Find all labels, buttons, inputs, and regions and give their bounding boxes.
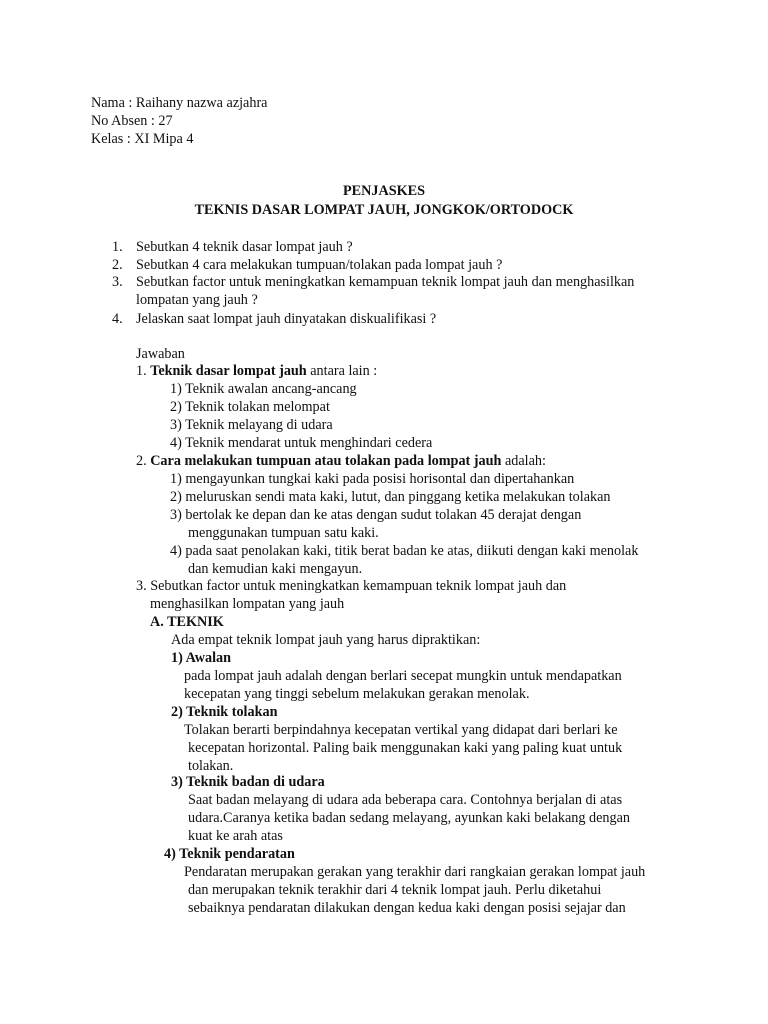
question-text: Sebutkan 4 cara melakukan tumpuan/tolakan pada lompat jauh ? (136, 257, 503, 273)
subsection-awalan-title: 1) Awalan (171, 650, 232, 666)
topic-title: TEKNIS DASAR LOMPAT JAUH, JONGKOK/ORTODOCK (194, 202, 574, 218)
student-name: Nama : Raihany nazwa azjahra (91, 95, 268, 111)
subsection-tolakan-title: 2) Teknik tolakan (171, 704, 278, 720)
answer-2-item-continued: menggunakan tumpuan satu kaki. (188, 525, 379, 541)
answer-3-heading: 3. Sebutkan factor untuk meningkatkan kemampuan teknik lompat jauh dan (136, 578, 567, 594)
subsection-text: kecepatan horizontal. Paling baik menggunakan kaki yang paling kuat untuk (188, 740, 623, 756)
subsection-text: Tolakan berarti berpindahnya kecepatan vertikal yang didapat dari berlari ke (184, 722, 618, 738)
subject-title: PENJASKES (343, 183, 425, 199)
question-text: Sebutkan 4 teknik dasar lompat jauh ? (136, 239, 353, 255)
answer-2-item-continued: dan kemudian kaki mengayun. (188, 561, 363, 577)
question-text: Sebutkan factor untuk meningkatkan kemampuan teknik lompat jauh dan menghasilkan (136, 274, 635, 290)
student-class: Kelas : XI Mipa 4 (91, 131, 194, 147)
answer-1-heading: 1. Teknik dasar lompat jauh antara lain : (136, 363, 378, 379)
subsection-udara-title: 3) Teknik badan di udara (171, 774, 325, 790)
subsection-pendaratan-title: 4) Teknik pendaratan (164, 846, 295, 862)
subsection-text: dan merupakan teknik terakhir dari 4 teknik lompat jauh. Perlu diketahui (188, 882, 602, 898)
subsection-text: udara.Caranya ketika badan sedang melayang, ayunkan kaki belakang dengan (188, 810, 630, 826)
subsection-text: Saat badan melayang di udara ada beberapa cara. Contohnya berjalan di atas (188, 792, 623, 808)
question-text-continued: lompatan yang jauh ? (136, 292, 258, 308)
answer-2-item: 3) bertolak ke depan dan ke atas dengan sudut tolakan 45 derajat dengan (170, 507, 582, 523)
answer-1-item: 1) Teknik awalan ancang-ancang (170, 381, 357, 397)
answer-2-item: 1) mengayunkan tungkai kaki pada posisi horisontal dan dipertahankan (170, 471, 575, 487)
section-teknik-heading: A. TEKNIK (150, 614, 224, 630)
answer-3-heading-continued: menghasilkan lompatan yang jauh (150, 596, 345, 612)
answer-1-item: 3) Teknik melayang di udara (170, 417, 333, 433)
subsection-text: tolakan. (188, 758, 234, 774)
answer-2-heading: 2. Cara melakukan tumpuan atau tolakan pada lompat jauh adalah: (136, 453, 546, 469)
question-number: 2. (112, 257, 123, 273)
student-absen: No Absen : 27 (91, 113, 173, 129)
answer-2-item: 4) pada saat penolakan kaki, titik berat badan ke atas, diikuti dengan kaki menolak (170, 543, 639, 559)
subsection-text: pada lompat jauh adalah dengan berlari secepat mungkin untuk mendapatkan (184, 668, 622, 684)
question-number: 4. (112, 311, 123, 327)
subsection-text: kuat ke arah atas (188, 828, 283, 844)
subsection-text: Pendaratan merupakan gerakan yang terakhir dari rangkaian gerakan lompat jauh (184, 864, 646, 880)
answer-1-item: 4) Teknik mendarat untuk menghindari cedera (170, 435, 433, 451)
answer-2-item: 2) meluruskan sendi mata kaki, lutut, dan pinggang ketika melakukan tolakan (170, 489, 611, 505)
question-number: 3. (112, 274, 123, 290)
subsection-text: sebaiknya pendaratan dilakukan dengan kedua kaki dengan posisi sejajar dan (188, 900, 626, 916)
question-number: 1. (112, 239, 123, 255)
answer-1-item: 2) Teknik tolakan melompat (170, 399, 330, 415)
section-intro: Ada empat teknik lompat jauh yang harus dipraktikan: (171, 632, 481, 648)
subsection-text: kecepatan yang tinggi sebelum melakukan gerakan menolak. (184, 686, 530, 702)
answers-label: Jawaban (136, 346, 185, 362)
question-text: Jelaskan saat lompat jauh dinyatakan diskualifikasi ? (136, 311, 437, 327)
